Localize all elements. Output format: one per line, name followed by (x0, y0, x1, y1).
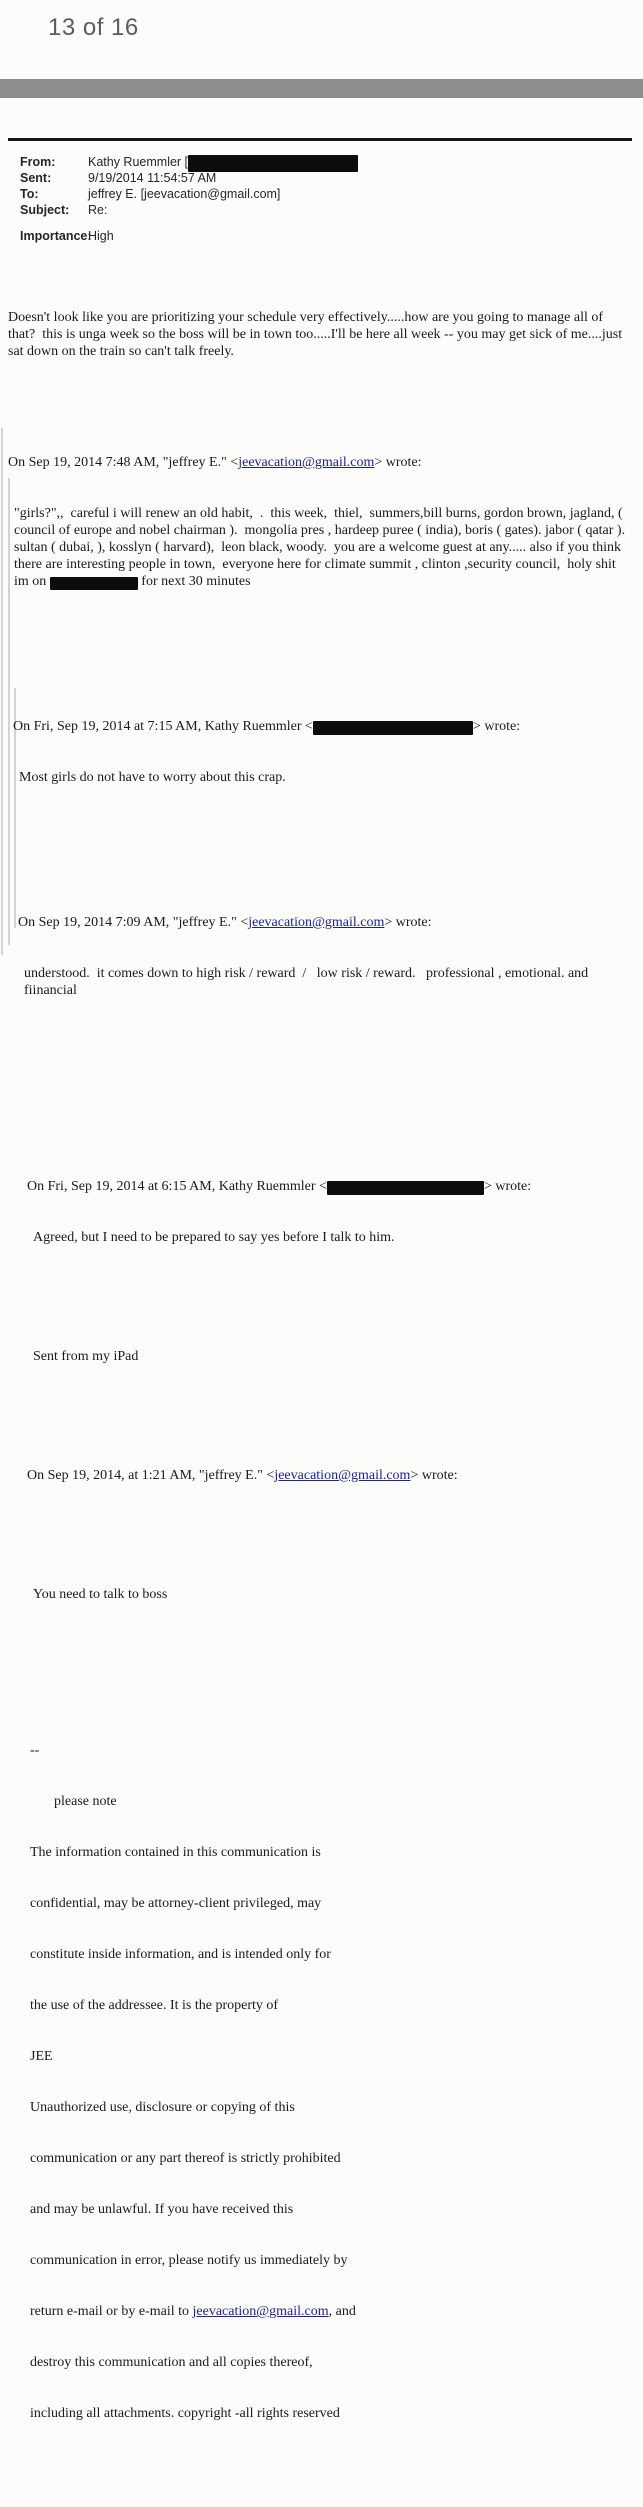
page-counter: 13 of 16 (48, 14, 139, 41)
email-document (8, 138, 632, 2507)
email-address-link[interactable]: jeevacation@gmail.com (238, 455, 375, 470)
header-row-importance (8, 228, 632, 244)
disclaimer-link-prefix: return e-mail or by e-mail to (30, 2304, 193, 2319)
quote-709-block (18, 880, 632, 1033)
disclaimer-line: communication or any part thereof is strictly prohibited (30, 2151, 341, 2166)
quote-715-header-suffix: > wrote: (472, 719, 521, 734)
sent-from-line: Sent from my iPad (33, 1349, 139, 1364)
quote-709-body: understood. it comes down to high risk / reward / low risk / reward. professional , emotional. and fiinancial (24, 966, 592, 998)
quote-748-block (8, 420, 632, 624)
disclaimer-line: including all attachments. copyright -all rights reserved (30, 2406, 340, 2421)
disclaimer-line: The information contained in this communication is (30, 1845, 321, 1860)
header-row-subject (8, 202, 632, 218)
from-value (88, 154, 358, 170)
subject-value: Re: (88, 203, 108, 217)
quote-748-text-after: for next 30 minutes (137, 574, 251, 589)
quote-715-body: Most girls do not have to worry about this crap. (19, 770, 286, 785)
email-address-link[interactable]: jeevacation@gmail.com (274, 1468, 411, 1483)
top-message-paragraph: Doesn't look like you are prioritizing your schedule very effectively.....how are you going to manage all of that? this is unga week so the boss will be in town too.....I'll be here all week -- you may get sick of me....just sat down on the train so can't talk freely. (8, 310, 626, 359)
disclaimer-line: destroy this communication and all copies thereof, (30, 2355, 313, 2370)
spacer (27, 1535, 632, 1552)
disclaimer-link-line (30, 2303, 632, 2320)
quote-748-header-text: On Sep 19, 2014 7:48 AM, "jeffrey E." < (8, 455, 239, 470)
quote-615-header-text: On Fri, Sep 19, 2014 at 6:15 AM, Kathy Ruemmler < (27, 1179, 327, 1194)
disclaimer-line: Unauthorized use, disclosure or copying of this (30, 2100, 295, 2115)
header-row-sent (8, 170, 632, 186)
signature-block (30, 1688, 632, 2456)
quote-121-header-text: On Sep 19, 2014, at 1:21 AM, "jeffrey E." < (27, 1468, 275, 1483)
disclaimer-link-suffix: , and (328, 2304, 356, 2319)
disclaimer-line: constitute inside information, and is intended only for (30, 1947, 331, 1962)
spacer (27, 1297, 632, 1314)
email-address-link[interactable]: jeevacation@gmail.com (192, 2304, 329, 2319)
disclaimer-line: and may be unlawful. If you have received this (30, 2202, 294, 2217)
quote-615-header-suffix: > wrote: (483, 1179, 532, 1194)
header-row-from (8, 154, 632, 170)
quote-615-header (27, 1178, 632, 1195)
sent-label: Sent: (20, 171, 52, 185)
disclaimer-line: confidential, may be attorney-client privileged, may (30, 1896, 322, 1911)
signature-note: please note (54, 1794, 117, 1809)
quote-748-body (8, 505, 632, 590)
quote-748-text: "girls?",, careful i will renew an old habit, . this week, thiel, summers,bill burns, gordon brown, jagland, ( council of europe and nobel chairman ). mongolia pres , hardeep puree ( india), boris ( gates). jabor ( qatar ). sultan ( dubai, ), kosslyn ( harvard), leon black, woody. you are a welcome guest at any..... also if you think there are interesting people in town, everyone here for climate summit , clinton ,security council, holy shit im on (14, 506, 633, 589)
quote-748-header (8, 454, 632, 471)
to-value: jeffrey E. [jeevacation@gmail.com] (88, 187, 281, 201)
email-address-link[interactable]: jeevacation@gmail.com (248, 915, 385, 930)
quote-121-header (27, 1467, 632, 1484)
spacer (27, 1416, 632, 1433)
redaction-bar (327, 1181, 484, 1195)
from-name: Kathy Ruemmler [ (88, 155, 189, 169)
quote-709-header-suffix: > wrote: (384, 915, 432, 930)
viewer-divider-bar (0, 79, 643, 98)
header-row-to (8, 186, 632, 202)
quote-121-body: You need to talk to boss (33, 1587, 168, 1602)
quote-715-header (13, 718, 632, 735)
from-label: From: (20, 155, 56, 169)
signature-dashes: -- (30, 1743, 40, 1758)
quote-709-header (18, 914, 632, 931)
disclaimer-line: JEE (30, 2049, 53, 2064)
importance-label: Importance: (20, 229, 92, 243)
importance-value: High (88, 229, 114, 243)
quote-121-header-suffix: > wrote: (410, 1468, 458, 1483)
quote-level-bar (1, 428, 3, 955)
sent-value: 9/19/2014 11:54:57 AM (88, 171, 217, 185)
redaction-bar (313, 721, 473, 735)
redaction-bar (50, 577, 138, 590)
disclaimer-line: the use of the addressee. It is the property of (30, 1998, 279, 2013)
quote-615-block (27, 1093, 632, 1637)
quote-715-block (13, 684, 632, 820)
subject-label: Subject: (20, 203, 70, 217)
email-header-block (8, 154, 632, 244)
quote-615-body: Agreed, but I need to be prepared to say yes before I talk to him. (33, 1230, 395, 1245)
to-label: To: (20, 187, 39, 201)
quote-709-header-text: On Sep 19, 2014 7:09 AM, "jeffrey E." < (18, 915, 249, 930)
quote-748-header-suffix: > wrote: (374, 455, 422, 470)
spacer (27, 1127, 632, 1144)
disclaimer-line: communication in error, please notify us immediately by (30, 2253, 348, 2268)
quote-715-header-text: On Fri, Sep 19, 2014 at 7:15 AM, Kathy Ruemmler < (13, 719, 313, 734)
